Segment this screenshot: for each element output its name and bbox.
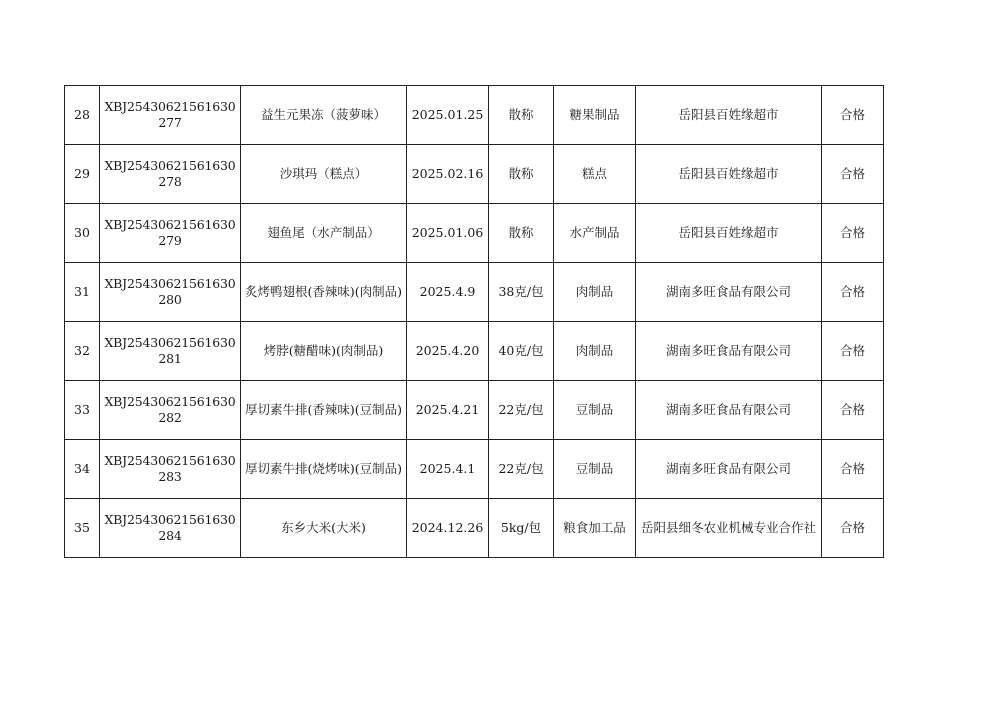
sample-code: XBJ25430621561630279	[100, 204, 241, 263]
table-row	[65, 86, 884, 145]
product-name: 翅鱼尾（水产制品）	[241, 204, 407, 263]
sample-code: XBJ25430621561630282	[100, 381, 241, 440]
specification: 散称	[489, 86, 554, 145]
sample-code: XBJ25430621561630281	[100, 322, 241, 381]
product-name: 东乡大米(大米)	[241, 499, 407, 558]
inspection-result: 合格	[822, 381, 884, 440]
row-number: 28	[65, 86, 100, 145]
food-category: 豆制品	[554, 381, 636, 440]
specification: 40克/包	[489, 322, 554, 381]
production-date: 2025.4.9	[407, 263, 489, 322]
inspection-result: 合格	[822, 440, 884, 499]
specification: 散称	[489, 145, 554, 204]
product-name: 厚切素牛排(烧烤味)(豆制品)	[241, 440, 407, 499]
food-category: 豆制品	[554, 440, 636, 499]
table-row	[65, 145, 884, 204]
sample-code: XBJ25430621561630284	[100, 499, 241, 558]
production-date: 2025.01.25	[407, 86, 489, 145]
sample-code: XBJ25430621561630283	[100, 440, 241, 499]
table-row	[65, 440, 884, 499]
inspection-result: 合格	[822, 86, 884, 145]
sample-code: XBJ25430621561630278	[100, 145, 241, 204]
company-name: 湖南多旺食品有限公司	[636, 263, 822, 322]
product-name: 沙琪玛（糕点）	[241, 145, 407, 204]
specification: 5kg/包	[489, 499, 554, 558]
food-category: 糕点	[554, 145, 636, 204]
row-number: 31	[65, 263, 100, 322]
row-number: 30	[65, 204, 100, 263]
company-name: 湖南多旺食品有限公司	[636, 440, 822, 499]
table-body	[65, 86, 884, 558]
table-row	[65, 322, 884, 381]
product-name: 益生元果冻（菠萝味）	[241, 86, 407, 145]
inspection-result: 合格	[822, 322, 884, 381]
production-date: 2024.12.26	[407, 499, 489, 558]
production-date: 2025.4.1	[407, 440, 489, 499]
food-category: 水产制品	[554, 204, 636, 263]
sample-code: XBJ25430621561630277	[100, 86, 241, 145]
company-name: 湖南多旺食品有限公司	[636, 381, 822, 440]
table-row	[65, 204, 884, 263]
product-name: 烤脖(糖醋味)(肉制品)	[241, 322, 407, 381]
table-row	[65, 381, 884, 440]
production-date: 2025.01.06	[407, 204, 489, 263]
food-category: 粮食加工品	[554, 499, 636, 558]
row-number: 35	[65, 499, 100, 558]
food-category: 糖果制品	[554, 86, 636, 145]
specification: 22克/包	[489, 440, 554, 499]
product-name: 厚切素牛排(香辣味)(豆制品)	[241, 381, 407, 440]
specification: 22克/包	[489, 381, 554, 440]
row-number: 32	[65, 322, 100, 381]
food-category: 肉制品	[554, 263, 636, 322]
specification: 38克/包	[489, 263, 554, 322]
inspection-results-table	[64, 85, 884, 558]
row-number: 29	[65, 145, 100, 204]
company-name: 岳阳县细冬农业机械专业合作社	[636, 499, 822, 558]
table-row	[65, 263, 884, 322]
production-date: 2025.4.21	[407, 381, 489, 440]
inspection-result: 合格	[822, 204, 884, 263]
table-row	[65, 499, 884, 558]
company-name: 岳阳县百姓缘超市	[636, 145, 822, 204]
row-number: 34	[65, 440, 100, 499]
company-name: 湖南多旺食品有限公司	[636, 322, 822, 381]
inspection-result: 合格	[822, 499, 884, 558]
product-name: 炙烤鸭翅根(香辣味)(肉制品)	[241, 263, 407, 322]
company-name: 岳阳县百姓缘超市	[636, 86, 822, 145]
inspection-result: 合格	[822, 263, 884, 322]
production-date: 2025.02.16	[407, 145, 489, 204]
production-date: 2025.4.20	[407, 322, 489, 381]
food-category: 肉制品	[554, 322, 636, 381]
row-number: 33	[65, 381, 100, 440]
company-name: 岳阳县百姓缘超市	[636, 204, 822, 263]
specification: 散称	[489, 204, 554, 263]
inspection-result: 合格	[822, 145, 884, 204]
sample-code: XBJ25430621561630280	[100, 263, 241, 322]
